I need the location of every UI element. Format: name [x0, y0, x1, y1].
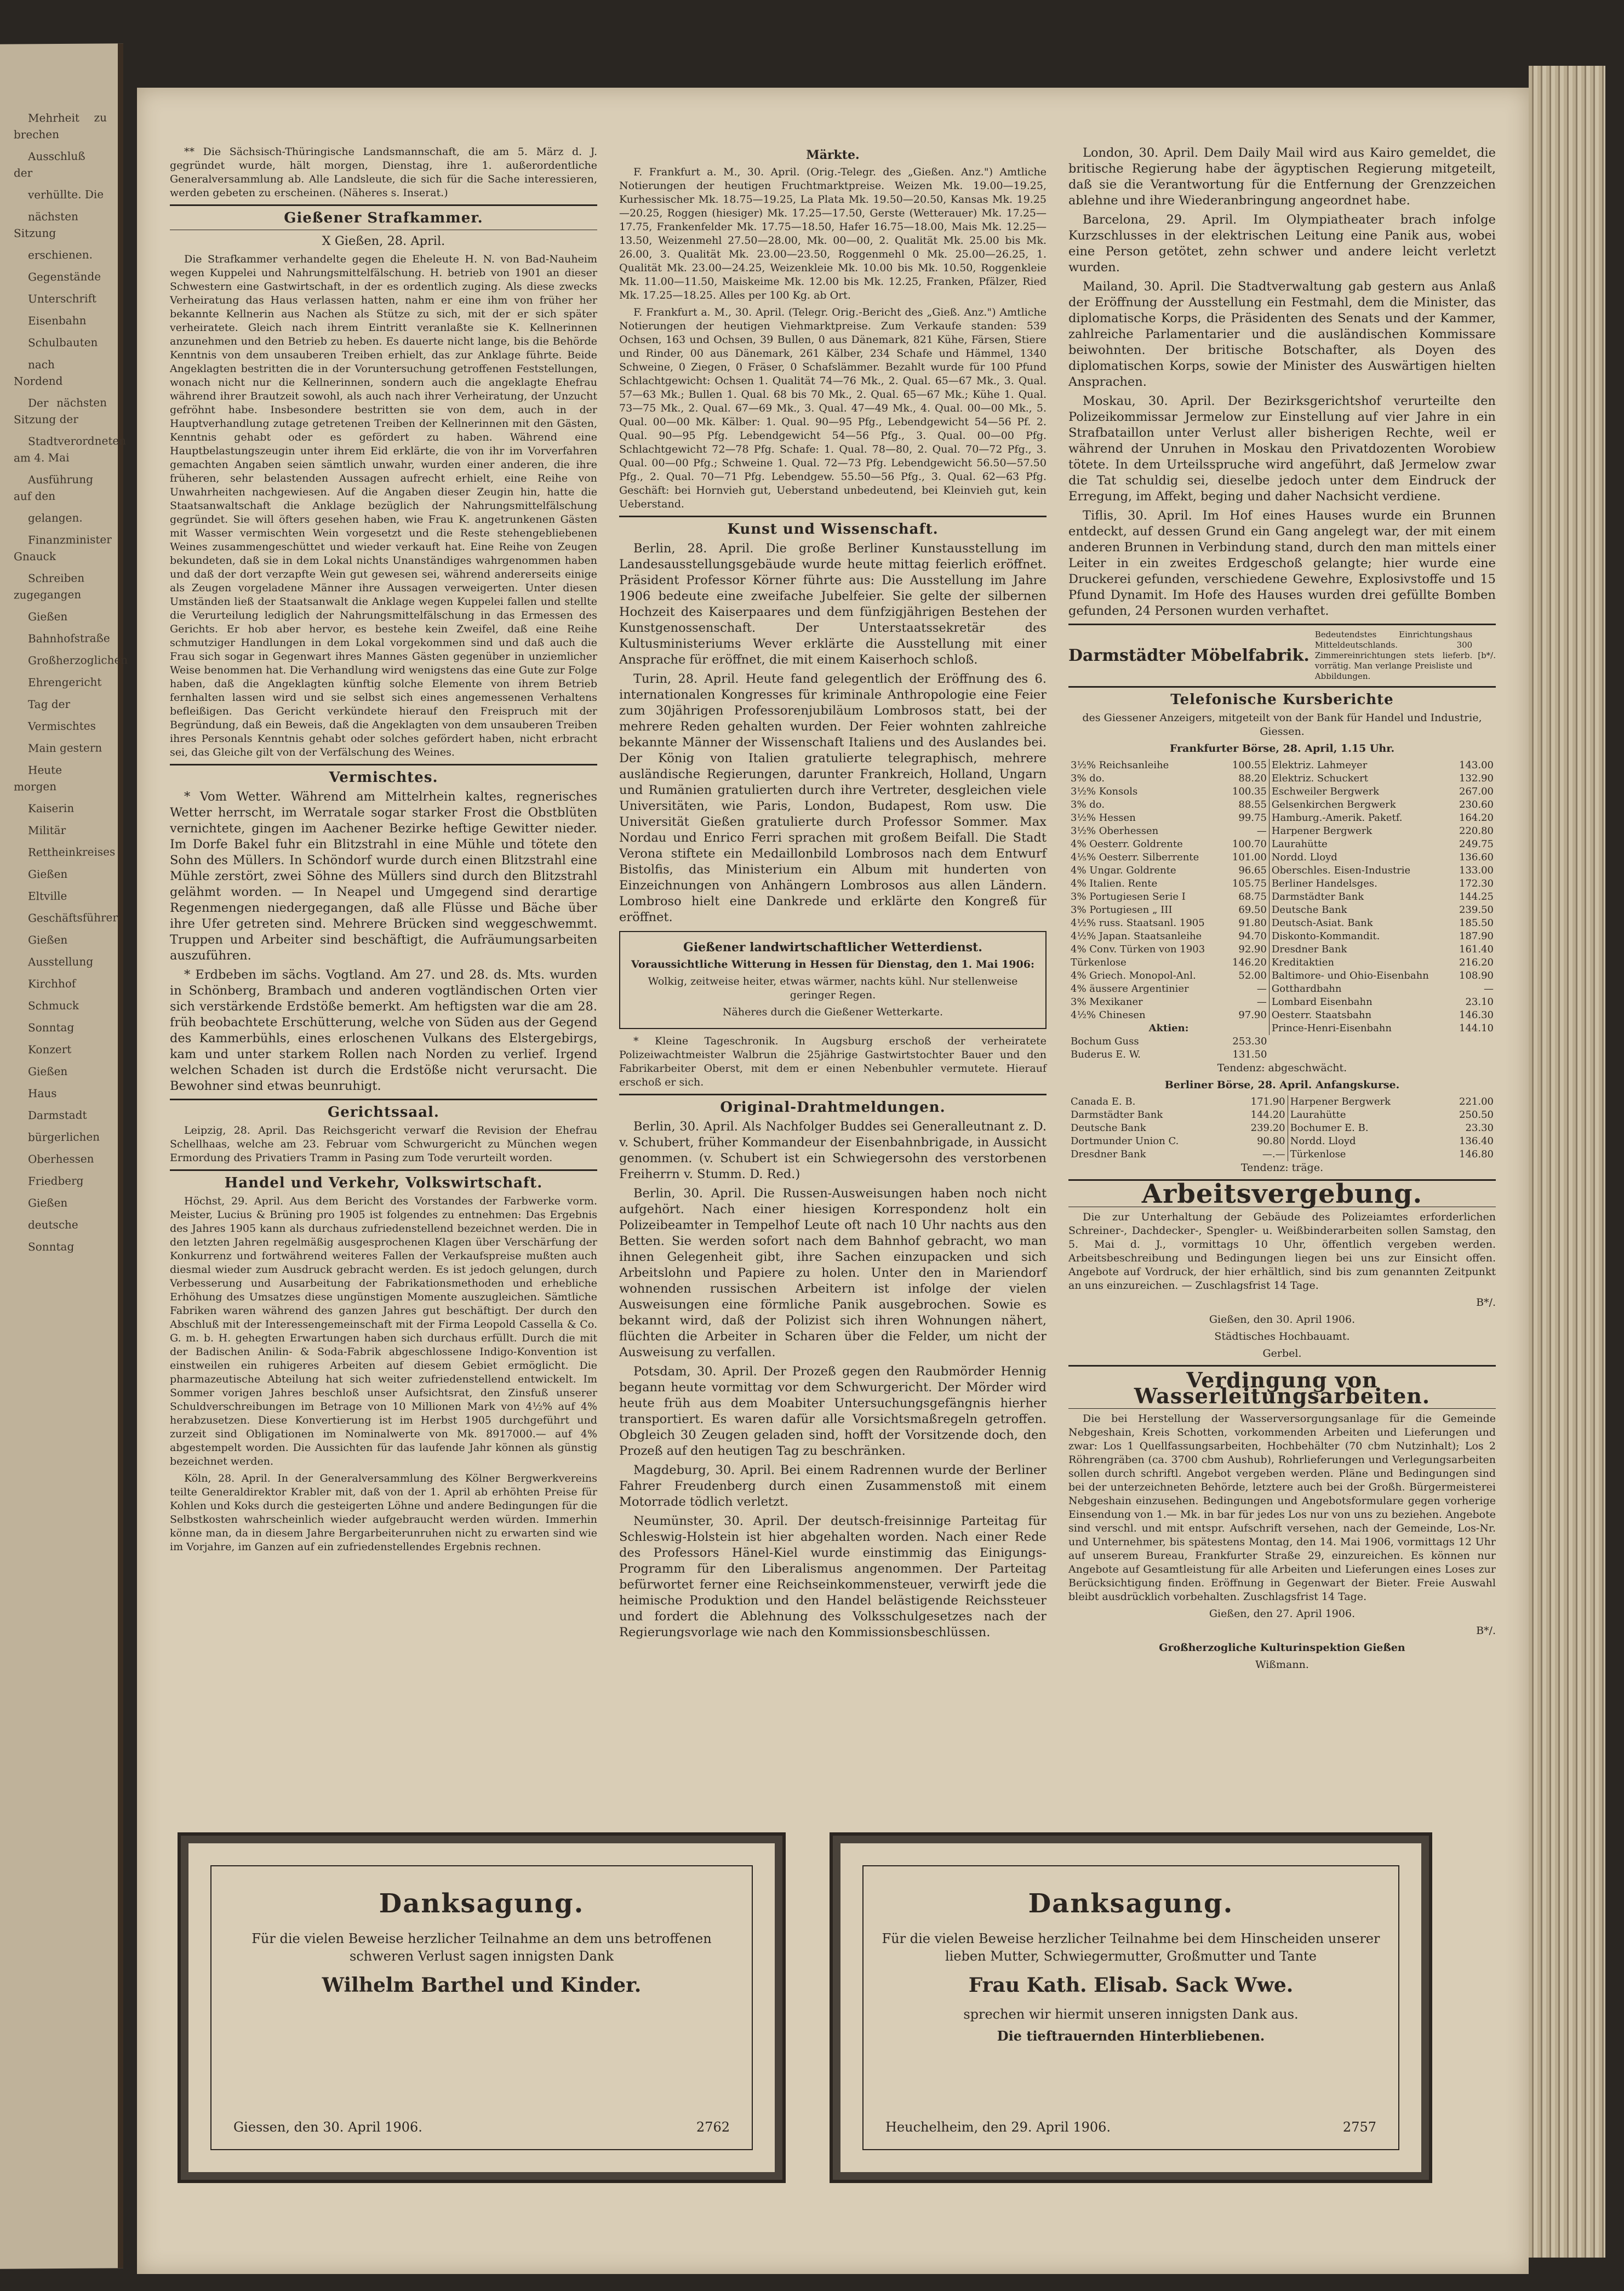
kurs-label: Darmstädter Bank [1269, 890, 1451, 904]
kurs-value: 91.80 [1238, 917, 1267, 929]
handel-text: Höchst, 29. April. Aus dem Bericht des Vorstandes der Farbwerke vorm. Meister, Lucius & Brüning pro 1905 ist folgendes zu entnehmen: Das Ergebnis des Jahres 1905 kann als durchaus zufriedenstellend bezeichnet werden. Die in den letzten Jahren regelmäßig ausgesprochenen Klagen über Verschärfung der Konkurrenz und fortwährend weiteres Fallen der Verkaufspreise mußten auch diesmal wieder zum Ausdruck gebracht werden. Es ist jedoch gelungen, durch Verbesserung und Ausarbeitung der Fabrikationsmethoden und erhebliche Erhöhung des Umsatzes diese ungünstigen Momente auszugleichen. Sämtliche Fabriken waren während des ganzen Jahres gut beschäftigt. Der durch den Abschluß mit der Interessengemeinschaft mit der Firma Leopold Cassella & Co. G. m. b. H. gehegten Erwartungen haben sich durchaus erfüllt. Durch die mit der Badischen Anilin- & Soda-Fabrik abgeschlossene Indigo-Konvention ist einstweilen ein ruhigeres Arbeiten auf diesem Gebiet ermöglicht. Die pharmazeutische Abteilung hat sich weiter zufriedenstellend entwickelt. Im Sommer vorigen Jahres beschloß unser Aufsichtsrat, den Zinsfuß unserer Schuldverschreibungen im Betrage von 10 Millionen Mark von 4½% auf 4% herabzusetzen. Diese Konvertierung ist im Herbst 1905 durchgeführt und zurzeit sind Obligationen im Nominalwerte von Mk. 8917000.— auf 4% abgestempelt worden. Die Aussichten für das laufende Jahr können als günstig bezeichnet werden. [170, 1195, 597, 1467]
draht-magdeburg: Magdeburg, 30. April. Bei einem Radrennen wurde der Berliner Fahrer Freudenberg durch einen Zusammenstoß mit einem Motorrade tödlich verletzt. [619, 1463, 1047, 1509]
kurs-label: 4⅕% Oesterr. Silberrente [1071, 852, 1199, 863]
kurs-row [1068, 838, 1496, 851]
kurs-value: 88.20 [1238, 773, 1267, 784]
kurs-row [1068, 890, 1496, 904]
column-1 [170, 145, 597, 1557]
kurs-value: — [1256, 983, 1267, 995]
kurs-label: Prince-Henri-Eisenbahn [1269, 1022, 1451, 1035]
kurs-row [1068, 930, 1496, 943]
wasserleitung-authority: Großherzogliche Kulturinspektion Gießen [1159, 1642, 1405, 1654]
ad-name: Wilhelm Barthel und Kinder. [322, 1974, 642, 1997]
left-page-line: Ausschluß der [14, 149, 85, 180]
kurs-value: —.— [1262, 1149, 1285, 1160]
kurs-label: Deutsche Bank [1269, 904, 1451, 917]
left-page-line: Main gestern [28, 741, 102, 755]
kurs-value: 216.20 [1459, 957, 1494, 968]
kurs-value: 239.20 [1250, 1122, 1285, 1134]
kurs-label: 3% do. [1071, 799, 1105, 810]
kurs-value: 136.60 [1459, 852, 1494, 863]
left-page-line: Eltville [28, 889, 67, 903]
tendenz-1: Tendenz: abgeschwächt. [1217, 1062, 1347, 1074]
ad-footer [885, 2119, 1376, 2135]
kurs-value: 105.75 [1232, 878, 1267, 889]
koeln-text: Köln, 28. April. In der Generalversammlung des Kölner Bergwerkvereins teilte Generaldirektor Krabler mit, daß von der 1. April ab erhöhten Preise für Kohlen und Koks durch die gesteigerten Löhne und andere Bedingungen für die Selbstkosten wahrscheinlich wieder aufgebraucht werden würden. Immerhin könne man, da in diesem Jahre Bergarbeiterunruhen nicht zu erwarten sind wie im Vorjahre, im Ganzen auf ein zufriedenstellendes Ergebnis rechnen. [170, 1472, 597, 1553]
danksagung-ad-sack [833, 1836, 1429, 2180]
left-page-line: Heute morgen [14, 763, 62, 793]
kurs-label: Dresdner Bank [1269, 943, 1451, 956]
left-page-line: erschienen. [28, 248, 93, 262]
arbeitsvergebung-signature: Gerbel. [1262, 1347, 1302, 1359]
wetterdienst-foot: Näheres durch die Gießener Wetterkarte. [722, 1006, 943, 1018]
kurs-row [1068, 759, 1496, 772]
newspaper-page [137, 88, 1529, 2274]
ad-text: Für die vielen Beweise herzlicher Teilnahme bei dem Hinscheiden unserer lieben Mutter, Schwiegermutter, Großmutter und Tante [882, 1931, 1380, 1964]
kurs-value: 52.00 [1238, 970, 1267, 981]
divider [1068, 1408, 1496, 1409]
kurs-row [1068, 772, 1496, 785]
divider [170, 204, 597, 206]
kurs-title: Telefonische Kursberichte [1170, 692, 1394, 708]
left-page-line: Kirchhof [28, 976, 76, 991]
kurs-label: Darmstädter Bank [1071, 1109, 1163, 1121]
kurs-value: — [1484, 983, 1494, 995]
page-edges [1529, 66, 1605, 2258]
kurs-value: 172.30 [1459, 878, 1494, 889]
left-page-line: Stadtverordneten am 4. Mai [14, 434, 127, 465]
kurs-label: Hamburg.-Amerik. Paketf. [1269, 812, 1451, 825]
wetterdienst-subtitle: Voraussichtliche Witterung in Hessen für Dienstag, den 1. Mai 1906: [631, 958, 1034, 970]
kurs-label: Berliner Handelsges. [1269, 877, 1451, 890]
handel-title: Handel und Verkehr, Volkswirtschaft. [224, 1175, 543, 1191]
divider [619, 1094, 1047, 1095]
arbeitsvergebung-text: Die zur Unterhaltung der Gebäude des Polizeiamtes erforderlichen Schreiner-, Dachdecker-, Spengler- u. Weißbinderarbeiten sollen Samstag, den 5. Mai d. J., vormittags 10 Uhr, öffentlich vergeben werden. Arbeitsbeschreibung und Bedingungen liegen bei uns zur Einsicht offen. Angebote auf Vordruck, der hier erhältlich, sind bis zum genannten Zeitpunkt an uns einzureichen. — Zuschlagsfrist 14 Tage. [1068, 1211, 1496, 1292]
kurs-value: 187.90 [1459, 930, 1494, 942]
kurs-label: Gelsenkirchen Bergwerk [1269, 798, 1451, 812]
kurs-label: Oberschles. Eisen-Industrie [1269, 864, 1451, 877]
tageschronik: * Kleine Tageschronik. In Augsburg erschoß der verheiratete Polizeiwachtmeister Walbrun die 25jährige Gastwirtstochter Bauer und den Fabrikarbeiter Oberst, mit dem er einen Nebenbuhler vermutete. Hierauf erschoß er sich. [619, 1035, 1047, 1088]
ad-name: Frau Kath. Elisab. Sack Wwe. [968, 1974, 1294, 1997]
kurs-label: Diskonto-Kommandit. [1269, 930, 1451, 943]
left-page-line: Haus [28, 1087, 57, 1100]
kurs-label: Buderus E. W. [1071, 1049, 1141, 1060]
kunst-title: Kunst und Wissenschaft. [727, 521, 939, 538]
kurs-row [1068, 877, 1496, 890]
left-page-fragment [0, 43, 128, 2269]
kurs-value: 143.00 [1459, 759, 1494, 771]
left-page-line: Ehrengericht [28, 675, 102, 689]
kurs-row [1068, 851, 1496, 864]
left-page-line: Gegenstände [28, 270, 101, 284]
kurs-row [1068, 812, 1496, 825]
kurs-value: 161.40 [1459, 944, 1494, 955]
kurs-row [1068, 785, 1496, 798]
kurs-value: 164.20 [1459, 812, 1494, 824]
left-page-line: Vermischtes [28, 719, 96, 733]
kurs-row [1068, 917, 1496, 930]
kurs-row [1068, 1035, 1496, 1048]
kurs-label: Oesterr. Staatsbahn [1269, 1009, 1451, 1022]
kurs-label: Gotthardbahn [1269, 982, 1451, 996]
left-page-line: gelangen. [28, 511, 83, 525]
moebel-title: Darmstädter Möbelfabrik. [1068, 646, 1310, 665]
kurs-row [1068, 864, 1496, 877]
left-page-line: deutsche [28, 1218, 78, 1232]
kurs-row [1068, 825, 1496, 838]
tendenz-2: Tendenz: träge. [1240, 1162, 1324, 1174]
kurs-value: 144.10 [1459, 1022, 1494, 1034]
kurs-value: 23.10 [1465, 996, 1494, 1008]
kurs-value: 69.50 [1238, 904, 1267, 916]
column-3 [1068, 145, 1496, 1675]
left-page-line: Bahnhofstraße [28, 631, 110, 645]
kunst-turin: Turin, 28. April. Heute fand gelegentlich der Eröffnung des 6. internationalen Kongresses für kriminale Anthropologie eine Feier zum 30jährigen Professorenjubiläum Lombrosos statt, bei der mehrere Reden gehalten wurden. Der Feier wohnten zahlreiche bekannte Männer der Wissenschaft Italiens und des Auslandes bei. Der König von Italien gratulierte telegraphisch, mehrere ausländische Regierungen, darunter Frankreich, Holland, Ungarn und Rumänien gratulierten durch ihre Vertreter, desgleichen viele Universitäten, wie Paris, London, Budapest, Rom usw. Die Universität Gießen gratulierte durch Professor Sommer. Max Nordau und Enrico Ferri sprachen mit großem Beifall. Die Stadt Verona stiftete ein Medaillonbild Lombrosos nach dem Entwurf Bistolfis, das Ministerium ein Album mit hunderten von Einzeichnungen von Anhängern Lombrosos aus allen Ländern. Lombroso hielt eine Dankrede und erklärte den Kongreß für eröffnet. [619, 672, 1047, 924]
kurs-value: 267.00 [1459, 786, 1494, 797]
kurs-row [1068, 798, 1496, 812]
divider [1068, 1365, 1496, 1367]
wetterdienst-title: Gießener landwirtschaftlicher Wetterdienst. [683, 940, 982, 955]
kurs-value: 136.40 [1459, 1135, 1494, 1147]
kurs-label: Lombard Eisenbahn [1269, 996, 1451, 1009]
kurs-table [1068, 759, 1496, 1061]
frankfurt-vieh: F. Frankfurt a. M., 30. April. (Telegr. Orig.-Bericht des „Gieß. Anz.") Amtliche Notierungen der heutigen Viehmarktpreise. Zum Verkaufe standen: 539 Ochsen, 163 und Ochsen, 39 Bullen, 0 aus Dänemark, 821 Kühe, Färsen, Stiere und Rinder, 00 aus Dänemark, 261 Kälber, 234 Schafe und Hämmel, 1340 Schweine, 0 Ziegen, 0 Fräser, 0 Schafslämmer. Bezahlt wurde für 100 Pfund Schlachtgewicht: Ochsen 1. Qualität 74—76 Mk., 2. Qual. 65—67 Mk., 3. Qual. 57—63 Mk.; Bullen 1. Qual. 68 bis 70 Mk., 2. Qual. 65—67 Mk.; Kühe 1. Qual. 73—75 Mk., 2. Qual. 67—69 Mk., 3. Qual. 47—49 Mk., 4. Qual. 00—00 Mk., 5. Qual. 00—00 Mk. Kälber: 1. Qual. 90—95 Pfg., Lebendgewicht 54—56 Pf. 2. Qual. 90—95 Pfg. Lebendgewicht 54—56 Pfg., 3. Qual. 00—00 Pfg. Schlachtgewicht 72—78 Pfg. Schafe: 1. Qual. 78—80, 2. Qual. 70—72 Pfg., 3. Qual. 00—00 Pfg.; Schweine 1. Qual. 72—73 Pfg. Lebendgewicht 56.50—57.50 Pfg., 2. Qual. 70—71 Pfg. Lebendgew. 55.50—56 Pfg., 3. Qual. 62—63 Pfg. Geschäft: bei Hornvieh gut, Ueberstand unbedeutend, bei Kleinvieh gut, kein Ueberstand. [619, 306, 1047, 510]
left-page-line: Rettheinkreises [28, 845, 116, 859]
kurs-subtitle: des Giessener Anzeigers, mitgeteilt von der Bank für Handel und Industrie, Giessen. [1082, 712, 1482, 738]
wasserleitung-signature: Wißmann. [1255, 1659, 1309, 1671]
danksagung-ad-barthel [181, 1836, 782, 2180]
frankfurter-boerse: Frankfurter Börse, 28. April, 1.15 Uhr. [1169, 742, 1395, 755]
kurs-row [1068, 1148, 1496, 1161]
left-page-line: Schulbauten [28, 335, 98, 350]
kurs-label: Türkenlose [1071, 957, 1126, 968]
moebel-ad [1068, 630, 1496, 682]
wasserleitung-date: Gießen, den 27. April 1906. [1209, 1608, 1356, 1620]
kurs-value: — [1256, 825, 1267, 837]
kurs-label: Bochumer E. B. [1288, 1122, 1439, 1135]
column-2 [619, 145, 1047, 1644]
frankfurt-frucht: F. Frankfurt a. M., 30. April. (Orig.-Telegr. des „Gießen. Anz.") Amtliche Notierungen der heutigen Fruchtmarktpreise. Weizen Mk. 19.00—19.25, Kurhessischer Mk. 18.75—19.25, La Plata Mk. 19.50—20.50, Kansas Mk. 19.25—20.25, Roggen (hiesiger) Mk. 17.25—17.50, Gerste (Wetterauer) Mk. 17.25—17.75, Frankenfelder Mk. 17.75—18.50, Hafer 16.75—18.00, Mais Mk. 12.25—13.50, Weizenmehl 27.50—28.00, Mk. 00—00, 2. Qualität Mk. 25.00 bis Mk. 26.00, 3. Qualität Mk. 23.00—23.50, Roggenmehl 0 Mk. 25.00—26.25, 1. Qualität Mk. 23.00—24.25, Weizenkleie Mk. 10.00 bis Mk. 10.50, Roggenkleie Mk. 11.00—11.50, Maiskeime Mk. 12.00 bis Mk. 12.25, Franken, Pfälzer, Ried Mk. 17.25—18.25. Alles per 100 Kg. ab Ort. [619, 166, 1047, 301]
kurs-label: Laurahütte [1288, 1109, 1439, 1122]
left-page-line: Konzert [28, 1042, 72, 1056]
kurs-label: 3½% Oberhessen [1071, 825, 1159, 837]
kurs-label: Nordd. Lloyd [1288, 1135, 1439, 1148]
wasserleitung-code: B*/. [1476, 1625, 1496, 1637]
left-page-line: Ausführung auf den [14, 472, 93, 503]
moebel-text: Bedeutendstes Einrichtungshaus Mitteldeutschlands. 300 Zimmereinrichtungen stets lieferb. vorrätig. Man verlange Preisliste und Abbildungen. [1314, 630, 1473, 681]
kurs-row [1068, 1122, 1496, 1135]
kurs-row [1068, 1048, 1496, 1061]
kurs-value: 97.90 [1238, 1009, 1267, 1021]
ad-place-date: Heuchelheim, den 29. April 1906. [885, 2119, 1111, 2135]
ad-title: Danksagung. [1028, 1888, 1234, 1919]
kurs-value: 132.90 [1459, 773, 1494, 784]
left-page-line: Friedberg [28, 1174, 84, 1188]
left-page-column [14, 109, 128, 1260]
news-tiflis: Tiflis, 30. April. Im Hof eines Hauses wurde ein Brunnen entdeckt, auf dessen Grund ein Gang angelegt war, der mit einem anderen Brunnen in Verbindung stand, durch den man mittels einer Leiter in ein zweites Erdgeschoß gelangte; hier wurde eine Druckerei gefunden, verschiedene Gewehre, Explosivstoffe und 15 Pfund Dynamit. Im Hofe des Hauses wurden drei gefüllte Bomben gefunden, 24 Personen wurden verhaftet. [1068, 509, 1496, 618]
kurs-row [1068, 969, 1496, 982]
kurs-row [1068, 943, 1496, 956]
kurs-row [1068, 1135, 1496, 1148]
gerichtssaal-text: Leipzig, 28. April. Das Reichsgericht verwarf die Revision der Ehefrau Schellhaas, welche am 23. Februar vom Schwurgericht zu München wegen Ermordung des Privatiers Tramm in Pasing zum Tode verurteilt worden. [170, 1124, 597, 1164]
kurs-value: 90.80 [1257, 1135, 1285, 1147]
kunst-berlin: Berlin, 28. April. Die große Berliner Kunstausstellung im Landesausstellungsgebäude wurde heute mittag feierlich eröffnet. Präsident Professor Körner führte aus: Die Ausstellung im Jahre 1906 bedeute eine zweifache Jubelfeier. Sie gelte der silbernen Hochzeit des Kaiserpaares und dem fünfzigjährigen Bestehen der Kunstgenossenschaft. Der Unterstaatssekretär des Kultusministeriums Wever erklärte die Ausstellung mit einer Ansprache für eröffnet, die mit einem Kaiserhoch schloß. [619, 541, 1047, 667]
kurs-value: 146.30 [1459, 1009, 1494, 1021]
kurs-row [1068, 996, 1496, 1009]
kurs-value: — [1256, 996, 1267, 1008]
kurs-value: 23.30 [1465, 1122, 1494, 1134]
kurs-label: 4% Italien. Rente [1071, 878, 1158, 889]
left-page-line: Schmuck [28, 998, 79, 1013]
kurs-row [1068, 956, 1496, 969]
kurs-value: 171.90 [1250, 1096, 1285, 1107]
kurs-value: 68.75 [1238, 891, 1267, 902]
news-mailand: Mailand, 30. April. Die Stadtverwaltung gab gestern aus Anlaß der Eröffnung der Ausstellung ein Festmahl, dem die Minister, das diplomatische Korps, die Präsidenten des Senats und der Kammer, zahlreiche Parlamentarier und die ausländischen Kommissare beiwohnten. Der britische Botschafter, als Doyen des diplomatischen Korps, sowie der Minister des Auswärtigen hielten Ansprachen. [1068, 279, 1496, 389]
kurs-row [1068, 1022, 1496, 1035]
left-page-line: Unterschrift [28, 292, 96, 306]
arbeitsvergebung-date: Gießen, den 30. April 1906. [1209, 1313, 1356, 1326]
kurs-value: 88.55 [1238, 799, 1267, 810]
kurs-label: 3½% Konsols [1071, 786, 1138, 797]
kurs-label: Deutsch-Asiat. Bank [1269, 917, 1451, 930]
kurs-label: Elektriz. Schuckert [1269, 772, 1451, 785]
kurs-row [1068, 904, 1496, 917]
left-page-line: Finanzminister Gnauck [14, 533, 112, 563]
kurs-label: Eschweiler Bergwerk [1269, 785, 1451, 798]
divider [1068, 624, 1496, 625]
draht-berlin-1: Berlin, 30. April. Als Nachfolger Buddes sei Generalleutnant z. D. v. Schubert, früher Kommandeur der Eisenbahnbrigade, in Aussicht genommen. (v. Schubert ist ein Schwiegersohn des verstorbenen Freiherrn v. Stumm. D. Red.) [619, 1119, 1047, 1181]
ad-text-2: sprechen wir hiermit unseren innigsten Dank aus. [963, 2007, 1299, 2022]
left-page-line: Der nächsten Sitzung der [14, 396, 107, 426]
left-page-line: Großherzoglichen [28, 653, 128, 667]
ad-footer [233, 2119, 730, 2135]
left-page-line: bürgerlichen [28, 1130, 100, 1144]
kurs-value: 249.75 [1459, 838, 1494, 850]
arbeitsvergebung-authority: Städtisches Hochbauamt. [1214, 1330, 1350, 1342]
berlin-table [1068, 1095, 1496, 1161]
left-page-line: verhüllte. Die [28, 187, 104, 202]
kurs-value: 250.50 [1459, 1109, 1494, 1121]
kurs-value: 108.90 [1459, 970, 1494, 981]
kurs-value: 94.70 [1238, 930, 1267, 942]
left-page-line: nach Nordend [14, 358, 63, 388]
kurs-label: 3% Mexikaner [1071, 996, 1143, 1008]
gerichtssaal-title: Gerichtssaal. [328, 1104, 439, 1121]
kurs-label: Dortmunder Union C. [1071, 1135, 1179, 1147]
strafkammer-title: Gießener Strafkammer. [284, 210, 483, 226]
kurs-row [1068, 1109, 1496, 1122]
kurs-value: 100.55 [1232, 759, 1267, 771]
left-page-line: Kaiserin [28, 801, 75, 815]
kurs-label: 3½% Hessen [1071, 812, 1136, 824]
left-page-line: Militär [28, 823, 66, 837]
wetterdienst-text: Wolkig, zeitweise heiter, etwas wärmer, nachts kühl. Nur stellenweise geringer Regen. [648, 975, 1018, 1001]
kurs-value: 185.50 [1459, 917, 1494, 929]
divider [1068, 686, 1496, 688]
kurs-label: Laurahütte [1269, 838, 1451, 851]
kurs-label: 4% Conv. Türken von 1903 [1071, 944, 1205, 955]
left-page-line: Sonntag [28, 1239, 75, 1254]
kurs-label: 4½% Japan. Staatsanleihe [1071, 930, 1202, 942]
ad-family: Die tieftrauernden Hinterbliebenen. [997, 2028, 1265, 2044]
ad-frame [862, 1865, 1399, 2150]
ad-number: 2757 [1342, 2119, 1376, 2135]
kurs-value: 230.60 [1459, 799, 1494, 810]
kurs-value: 100.35 [1232, 786, 1267, 797]
vermischtes-text: * Vom Wetter. Während am Mittelrhein kaltes, regnerisches Wetter herrscht, im Werratale sogar starker Frost die Obstblüten vernichtete, gingen im Aachener Bezirke heftige Gewitter nieder. Im Dorfe Bakel fuhr ein Blitzstrahl in eine Mühle und tötete den Sohn des Müllers. In Schöndorf wurde durch einen Blitzstrahl eine Mühle zerstört, zwei Söhne des Müllers sind durch den Blitzstrahl gelähmt worden. — In Neapel und Umgegend sind derartige Regenmengen niedergegangen, daß alle Flüsse und Bäche über ihre Ufer getreten sind. Mehrere Brücken sind weggeschwemmt. Truppen und Arbeiter sind beschäftigt, die Aufräumungsarbeiten auszuführen. [170, 790, 597, 963]
left-page-line: Gießen [28, 1196, 68, 1210]
news-barcelona: Barcelona, 29. April. Im Olympiatheater brach infolge Kurzschlusses in der elektrischen Leitung eine Panik aus, wobei eine Person getötet, zehn schwer und andere leicht verletzt wurden. [1068, 213, 1496, 275]
kurs-row [1068, 982, 1496, 996]
wasserleitung-text: Die bei Herstellung der Wasserversorgungsanlage für die Gemeinde Nebgeshain, Kreis Schotten, vorkommenden Arbeiten und Lieferungen und zwar: Los 1 Quellfassungsarbeiten, Hochbehälter (70 cbm Nutzinhalt); Los 2 Röhrengräben (ca. 3700 cbm Aushub), Rohrlieferungen und Verlegungsarbeiten sollen durch schriftl. Angebot vergeben werden. Pläne und Bedingungen sind bei der unterzeichneten Behörde, letztere auch bei der Großh. Bürgermeisterei Nebgeshain einzusehen. Bedingungen und Angebotsformulare gegen vorherige Einsendung von 1.— Mk. in bar für jedes Los nur von uns zu beziehen. Angebote sind verschl. und mit entspr. Aufschrift versehen, nach der Gemeinde, Los-Nr. und Unternehmer, bis spätestens Montag, den 14. Mai 1906, vormittags 12 Uhr auf unserem Bureau, Frankfurter Straße 29, einzureichen. Es können nur Angebote auf Gesamtleistung für alle Arbeiten und Lieferungen eines Loses zur Berücksichtigung finden. Eröffnung in Gegenwart der Bieter. Freie Auswahl bleibt ausdrücklich vorbehalten. Zuschlagsfrist 14 Tage. [1068, 1413, 1496, 1603]
draht-berlin-2: Berlin, 30. April. Die Russen-Ausweisungen haben noch nicht aufgehört. Nach einer hiesigen Korrespondenz holt ein Polizeibeamter in Tempelhof Leute oft nach 10 Uhr nachts aus den Betten. Sie werden sofort nach dem Bahnhof gebracht, wo man ihnen Gelegenheit gibt, ihre Sachen einzupacken und sich Arbeitslohn und Papiere zu holen. Unter den in Mariendorf wohnenden russischen Arbeitern ist infolge der vielen Ausweisungen eine förmliche Panik ausgebrochen. Sowie es bekannt wird, daß der Polizist sich ihren Wohnungen nähert, flüchten die Arbeiter in Scharen über die Felder, um nicht der Ausweisung zu verfallen. [619, 1186, 1047, 1359]
kurs-value: 221.00 [1459, 1096, 1494, 1107]
wasserleitung-title: Verdingung von Wasserleitungsarbeiten. [1134, 1368, 1431, 1408]
kurs-label: Elektriz. Lahmeyer [1269, 759, 1451, 772]
kurs-value: 144.20 [1250, 1109, 1285, 1121]
aktien-title: Aktien: [1148, 1022, 1189, 1034]
ad-number: 2762 [696, 2119, 730, 2135]
news-moskau: Moskau, 30. April. Der Bezirksgerichtshof verurteilte den Polizeikommissar Jermelow zur Einstellung auf vier Jahre in ein Strafbataillon unter Verlust aller bisherigen Rechte, weil er während der Unruhen in Moskau den Privatdozenten Worobiew tötete. In dem Urteilsspruche wird angeführt, daß Jermelow zwar die Tat schuldig sei, dieselbe jedoch unter dem Eindruck der Erregung, im Affekt, beging und daher Nachsicht verdiene. [1068, 394, 1496, 504]
ad-title: Danksagung. [379, 1888, 585, 1919]
kurs-label: Baltimore- und Ohio-Eisenbahn [1269, 969, 1451, 982]
ad-frame [210, 1865, 753, 2150]
kurs-label: Harpener Bergwerk [1269, 825, 1451, 838]
arbeitsvergebung-title: Arbeitsvergebung. [1141, 1179, 1423, 1209]
left-page-line: Gießen [28, 867, 68, 881]
drahtmeldungen-title: Original-Drahtmeldungen. [720, 1099, 946, 1116]
strafkammer-dateline: X Gießen, 28. April. [322, 234, 445, 248]
kurs-label: 3% Portugiesen Serie I [1071, 891, 1186, 902]
kurs-label: 3½% Reichsanleihe [1071, 759, 1169, 771]
left-page-line: Geschäftsführer [28, 911, 118, 925]
berliner-boerse: Berliner Börse, 28. April. Anfangskurse. [1164, 1079, 1400, 1091]
news-london: London, 30. April. Dem Daily Mail wird aus Kairo gemeldet, die britische Regierung habe der ägyptischen Regierung mitgeteilt, daß sie die Verantwortung für die Entfernung der Grenzzeichen ablehne und ihre Wiederanbringung angeordnet habe. [1068, 146, 1496, 208]
left-page-line: Darmstadt [28, 1108, 87, 1122]
kurs-value: 220.80 [1459, 825, 1494, 837]
left-page-line: Schreiben zugegangen [14, 571, 85, 602]
left-page-line: Ausstellung [28, 955, 94, 969]
kurs-label: Nordd. Lloyd [1269, 851, 1451, 864]
divider [170, 764, 597, 765]
left-page-line: Gießen [28, 609, 68, 624]
wetterdienst-box [619, 931, 1047, 1029]
strafkammer-text: Die Strafkammer verhandelte gegen die Eheleute H. N. von Bad-Nauheim wegen Kuppelei und Nahrungsmittelfälschung. H. betrieb von 1901 an dieser Schwestern eine Gastwirtschaft, in der es ordentlich zuging. Als diese zwecks Verheiratung das Haus verlassen hatten, nahm er eine ihm von früher her bekannte Kellnerin aus Nachen als Stütze zu sich, mit der er sich später verheiratete. Gleich nach ihrem Eintritt veranlaßte sie K. Kellnerinnen anzunehmen und den Betrieb zu heben. Es dauerte nicht lange, bis die Behörde Kenntnis von dem unsauberen Treiben erhielt, das zur Anklage führte. Beide Angeklagten bestritten die in der Voruntersuchung getroffenen Feststellungen, wonach nicht nur die Kellnerinnen, sondern auch die angeklagte Ehefrau während ihrer Brautzeit sowohl, als auch nach ihrer Verheiratung, der Unzucht gefröhnt habe. Insbesondere bestritten sie von dem, auch in der Hauptverhandlung zutage getretenen Treiben der Kellnerinnen mit den Gästen, Kenntnis gehabt oder es gefördert zu haben. Während eine Hauptbelastungszeugin unter ihrem Eid erklärte, die von ihr im Vorverfahren gemachten Angaben seien sämtlich unwahr, wurden einer anderen, die ihre früheren, sehr belastenden Aussagen aufrecht erhielt, eine Reihe von Unwahrheiten nachgewiesen. Auf die Angaben dieser Zeugin hin, hatte die Staatsanwaltschaft die Anklage bezüglich der Nahrungsmittelfälschung gegründet. Sie will öfters gesehen haben, wie Frau K. angetrunkenen Gästen mit Wasser vermischten Wein vorgesetzt und die Reste stehengebliebenen Weines zusammengeschüttet und wieder verkauft hat. Eine Reihe von Zeugen bekundeten, daß sie in dem Lokal nichts Unanständiges wahrgenommen haben und daß der dort verzapfte Wein gut gewesen sei, während andererseits einige als Zeugen vorgeladene Männer ihre Aussagen verweigerten. Unter diesen Umständen ließ der Staatsanwalt die Anklage wegen Kuppelei fallen und stellte die Verurteilung lediglich der Nahrungsmittelfälschung in das Ermessen des Gerichts. Er hob aber hervor, es bestehe kein Zweifel, daß eine Reihe schmutziger Handlungen in dem Lokal vorgekommen sind und daß auch die Frau sich sogar in Gegenwart ihres Mannes Gästen gegenüber in unziemlicher Weise benommen hat. Die Verhandlung wird wenigstens das eine Gute zur Folge haben, daß die Angeklagten künftig solche Elemente von ihrem Betrieb fernhalten lassen wird und sie selbst sich eines angemessenen Verhaltens befleißigen. Das Gericht verkündete hierauf den Freispruch mit der Begründung, daß ein Beweis, daß die Angeklagten von dem unsauberen Treiben ihres Personals Kenntnis gehabt oder solches gefördert haben, nicht erbracht sei, das Gleiche gilt von der Verfälschung des Weines. [170, 253, 597, 758]
kurs-label: 3% do. [1071, 773, 1105, 784]
kurs-value: 253.30 [1232, 1036, 1267, 1047]
kurs-value: 92.90 [1238, 944, 1267, 955]
kurs-value: 96.65 [1238, 865, 1267, 876]
ad-text: Für die vielen Beweise herzlicher Teilnahme an dem uns betroffenen schweren Verlust sagen innigsten Dank [251, 1931, 712, 1964]
left-page-line: Eisenbahn [28, 313, 87, 328]
kurs-label: Bochum Guss [1071, 1036, 1139, 1047]
kurs-value: 144.25 [1459, 891, 1494, 902]
kurs-label: 4½% Chinesen [1071, 1009, 1146, 1021]
draht-potsdam: Potsdam, 30. April. Der Prozeß gegen den Raubmörder Hennig begann heute vormittag vor dem Schwurgericht. Der Mörder wird heute früh aus dem Moabiter Untersuchungsgefängnis hierher transportiert. Es waren dafür alle Vorsichtsmaßregeln getroffen. Obgleich 30 Zeugen geladen sind, hofft der Vorsitzende doch, den Prozeß auf den heutigen Tag zu beschränken. [619, 1364, 1047, 1458]
ad-place-date: Giessen, den 30. April 1906. [233, 2119, 422, 2135]
landsmannschaft-notice: ** Die Sächsisch-Thüringische Landsmannschaft, die am 5. März d. J. gegründet wurde, hält morgen, Dienstag, ihre 1. außerordentliche Generalversammlung ab. Alle Landsleute, die sich für die Sache interessieren, werden gebeten zu erscheinen. (Näheres s. Inserat.) [170, 146, 597, 199]
divider [170, 1099, 597, 1100]
kurs-label: Dresdner Bank [1071, 1149, 1146, 1160]
divider [170, 1169, 597, 1171]
maerkte-title: Märkte. [806, 148, 860, 162]
left-page-line: Gießen [28, 1064, 68, 1078]
kurs-label: Kreditaktien [1269, 956, 1451, 969]
left-page-line: Sonntag [28, 1020, 75, 1035]
erdbeben-text: * Erdbeben im sächs. Vogtland. Am 27. und 28. ds. Mts. wurden in Schönberg, Brambach und anderen vogtländischen Orten vier sich verstärkende Erdstöße bemerkt. Am heftigsten war die am 28. früh beobachtete Erschütterung, welche von Süden aus der Gegend des Kammerbühls, eines erloschenen Vulkans des Elstergebirgs, kam und unter starkem Rollen nach Norden zu verlief. Irgend welchen Schaden ist durch die Erdstöße nicht verursacht. Die Bewohner sind etwas beunruhigt. [170, 968, 597, 1093]
kurs-label: Deutsche Bank [1071, 1122, 1146, 1134]
kurs-label: 4% Oesterr. Goldrente [1071, 838, 1183, 850]
kurs-label: Canada E. B. [1071, 1096, 1136, 1107]
draht-neumuenster: Neumünster, 30. April. Der deutsch-freisinnige Parteitag für Schleswig-Holstein ist hier abgehalten worden. Nach einer Rede des Professors Hänel-Kiel wurde einstimmig das Einigungs-Programm für den Liberalismus angenommen. Der Parteitag befürwortet ferner eine Reichseinkommensteuer, verwirft jede die heimische Produktion und den Handel belästigende Reichssteuer und fordert die Ablehnung des Volksschulgesetzes nach der Regierungsvorlage wie nach den Kommissionsbeschlüssen. [619, 1514, 1047, 1639]
divider [619, 516, 1047, 517]
kurs-label: 4% Griech. Monopol-Anl. [1071, 970, 1196, 981]
kurs-value: 239.50 [1459, 904, 1494, 916]
kurs-label: Türkenlose [1288, 1148, 1439, 1161]
left-page-line: Tag der [28, 697, 71, 711]
moebel-code: [b*/. [1478, 650, 1496, 660]
kurs-row [1068, 1009, 1496, 1022]
kurs-value: 100.70 [1232, 838, 1267, 850]
left-page-line: Mehrheit zu brechen [14, 111, 107, 141]
left-page-line: Oberhessen [28, 1152, 94, 1166]
kurs-value: 131.50 [1232, 1049, 1267, 1060]
kurs-value: 101.00 [1232, 852, 1267, 863]
vermischtes-title: Vermischtes. [329, 769, 438, 786]
kurs-label: 4% Ungar. Goldrente [1071, 865, 1176, 876]
left-page-line: Gießen [28, 933, 68, 947]
kurs-label: 4½% russ. Staatsanl. 1905 [1071, 917, 1205, 929]
kurs-value: 146.80 [1459, 1149, 1494, 1160]
left-page-line: nächsten Sitzung [14, 209, 78, 240]
kurs-row [1068, 1095, 1496, 1109]
kurs-value: 146.20 [1232, 957, 1267, 968]
kurs-label: 3% Portugiesen „ III [1071, 904, 1173, 916]
kurs-value: 99.75 [1238, 812, 1267, 824]
kurs-label: Harpener Bergwerk [1288, 1095, 1439, 1109]
kurs-value: 133.00 [1459, 865, 1494, 876]
kurs-label: 4% äussere Argentinier [1071, 983, 1189, 995]
arbeitsvergebung-code: B*/. [1476, 1296, 1496, 1309]
